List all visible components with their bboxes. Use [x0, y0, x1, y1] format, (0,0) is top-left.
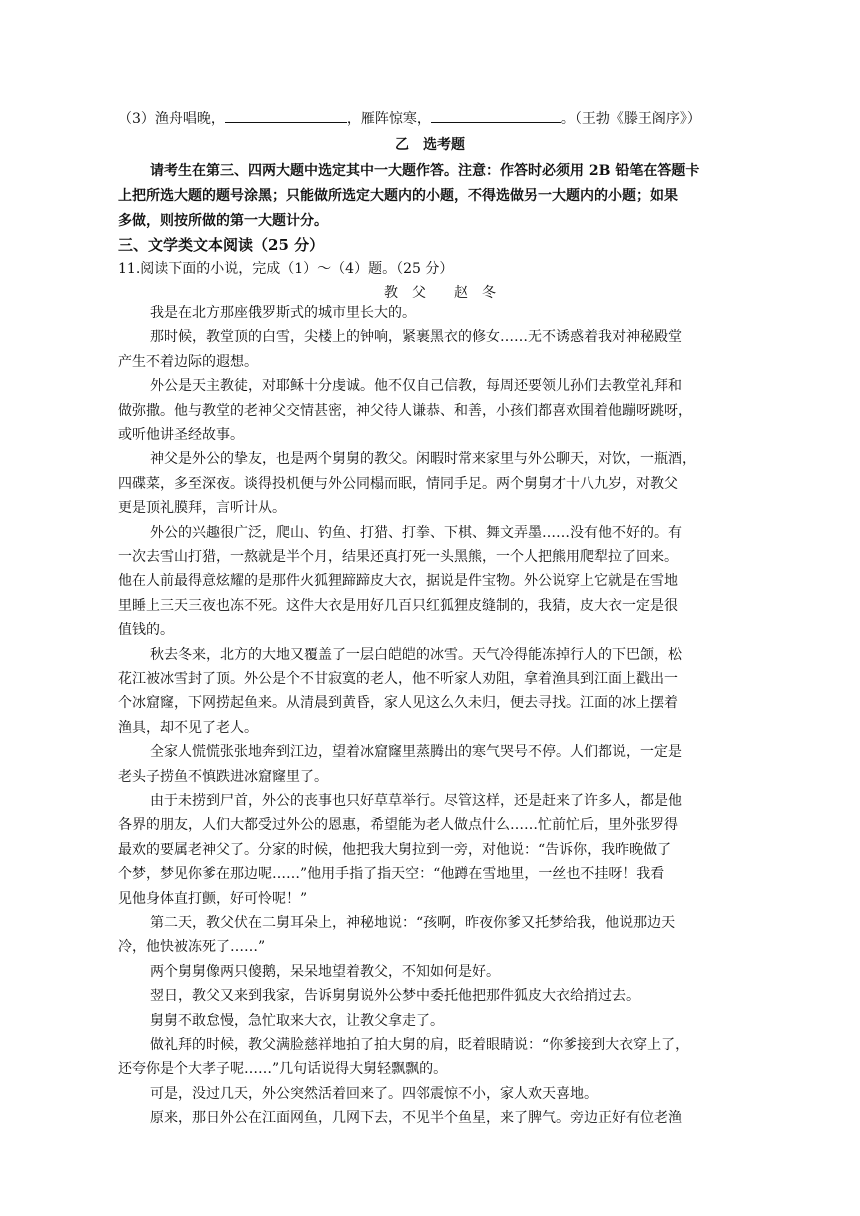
story-line: 更是顶礼膜拜，言听计从。 — [118, 500, 286, 516]
story-line: 还夸你是个大孝子呢……”几句话说得大舅轻飘飘的。 — [118, 1061, 448, 1077]
story-line: 里睡上三天三夜也冻不死。这件大衣是用好几百只红狐狸皮缝制的，我猜，皮大衣一定是很 — [118, 598, 678, 614]
instructions-line: 多做，则按所做的第一大题计分。 — [118, 213, 328, 229]
story-line: 第二天，教父伏在二舅耳朵上，神秘地说：“孩啊，昨夜你爹又托梦给我，他说那边天 — [150, 915, 676, 931]
story-line: 可是，没过几天，外公突然活着回来了。四邻震惊不小，家人欢天喜地。 — [150, 1086, 598, 1102]
story-line: 冷，他快被冻死了……” — [118, 939, 266, 955]
story-line: 外公是天主教徒，对耶稣十分虔诚。他不仅自己信教，每周还要领儿孙们去教堂礼拜和 — [150, 378, 682, 394]
section-yi-heading: 乙 选考题 — [395, 137, 465, 153]
answer-blank-2[interactable] — [431, 108, 561, 123]
story-title: 教 父 赵 冬 — [384, 285, 496, 301]
story-line: 他在人前最得意炫耀的是那件火狐狸蹄蹄皮大衣，据说是件宝物。外公说穿上它就是在雪地 — [118, 573, 678, 589]
story-line: 做礼拜的时候，教父满脸慈祥地拍了拍大舅的肩，眨着眼睛说：“你爹接到大衣穿上了， — [150, 1037, 690, 1053]
story-line: 或听他讲圣经故事。 — [118, 427, 244, 443]
question-3-suffix: 。（王勃《滕王阁序》） — [560, 111, 701, 127]
question-11-prompt: 11.阅读下面的小说，完成（1）～（4）题。（25 分） — [118, 261, 454, 277]
story-line: 原来，那日外公在江面网鱼，几网下去，不见半个鱼星，来了脾气。旁边正好有位老渔 — [150, 1110, 682, 1126]
story-line: 舅舅不敢怠慢，急忙取来大衣，让教父拿走了。 — [150, 1013, 444, 1029]
story-line: 个冰窟窿，下网捞起鱼来。从清晨到黄昏，家人见这么久未归，便去寻找。江面的冰上摆着 — [118, 695, 678, 711]
question-3-prefix: （3）渔舟唱晚， — [118, 111, 225, 127]
story-line: 神父是外公的挚友，也是两个舅舅的教父。闲暇时常来家里与外公聊天，对饮，一瓶酒， — [150, 451, 696, 467]
story-line: 老头子捞鱼不慎跌进冰窟窿里了。 — [118, 769, 328, 785]
story-line: 翌日，教父又来到我家，告诉舅舅说外公梦中委托他把那件狐皮大衣给捎过去。 — [150, 988, 640, 1004]
story-line: 产生不着边际的遐想。 — [118, 354, 258, 370]
story-line: 见他身体直打颤，好可怜呢！” — [118, 891, 308, 907]
question-3-mid: ，雁阵惊寒， — [346, 111, 431, 127]
story-line: 由于未捞到尸首，外公的丧事也只好草草举行。尽管这样，还是赶来了许多人，都是他 — [150, 793, 682, 809]
story-line: 值钱的。 — [118, 622, 174, 638]
story-line: 全家人慌慌张张地奔到江边，望着冰窟窿里蒸腾出的寒气哭号不停。人们都说，一定是 — [150, 744, 682, 760]
story-line: 四碟菜，多至深夜。谈得投机便与外公同榻而眠，情同手足。两个舅舅才十八九岁，对教父 — [118, 476, 678, 492]
story-line: 外公的兴趣很广泛，爬山、钓鱼、打猎、打拳、下棋、舞文弄墨……没有他不好的。有 — [150, 525, 682, 541]
section-three-heading: 三、文学类文本阅读（25 分） — [118, 236, 325, 254]
story-line: 个梦，梦见你爹在那边呢……”他用手指了指天空：“他蹲在雪地里，一丝也不挂呀！我看 — [118, 866, 665, 882]
story-line: 各界的朋友，人们大都受过外公的恩惠，希望能为老人做点什么……忙前忙后，里外张罗得 — [118, 817, 678, 833]
answer-blank-1[interactable] — [225, 108, 347, 123]
instructions-line: 上把所选大题的题号涂黑；只能做所选定大题内的小题，不得选做另一大题内的小题；如果 — [118, 188, 678, 204]
story-line: 我是在北方那座俄罗斯式的城市里长大的。 — [150, 305, 416, 321]
story-line: 花江被冰雪封了顶。外公是个不甘寂寞的老人，他不听家人劝阻，拿着渔具到江面上戳出一 — [118, 671, 678, 687]
story-line: 渔具，却不见了老人。 — [118, 720, 258, 736]
story-line: 两个舅舅像两只傻鹅，呆呆地望着教父，不知如何是好。 — [150, 964, 500, 980]
story-line: 秋去冬来，北方的大地又覆盖了一层白皑皑的冰雪。天气冷得能冻掉行人的下巴颌，松 — [150, 647, 682, 663]
instructions-line: 请考生在第三、四两大题中选定其中一大题作答。注意：作答时必须用 2B 铅笔在答题卡 — [150, 163, 700, 179]
story-line: 一次去雪山打猎，一熬就是半个月，结果还真打死一头黑熊，一个人把熊用爬犁拉了回来。 — [118, 549, 678, 565]
question-3-line — [118, 108, 701, 128]
story-line: 做弥撒。他与教堂的老神父交情甚密，神父待人谦恭、和善，小孩们都喜欢围着他蹦呀跳呀， — [118, 403, 692, 419]
story-line: 那时候，教堂顶的白雪，尖楼上的钟响，紧裹黑衣的修女……无不诱惑着我对神秘殿堂 — [150, 329, 682, 345]
story-line: 最欢的要属老神父了。分家的时候，他把我大舅拉到一旁，对他说：“告诉你，我昨晚做了 — [118, 842, 672, 858]
